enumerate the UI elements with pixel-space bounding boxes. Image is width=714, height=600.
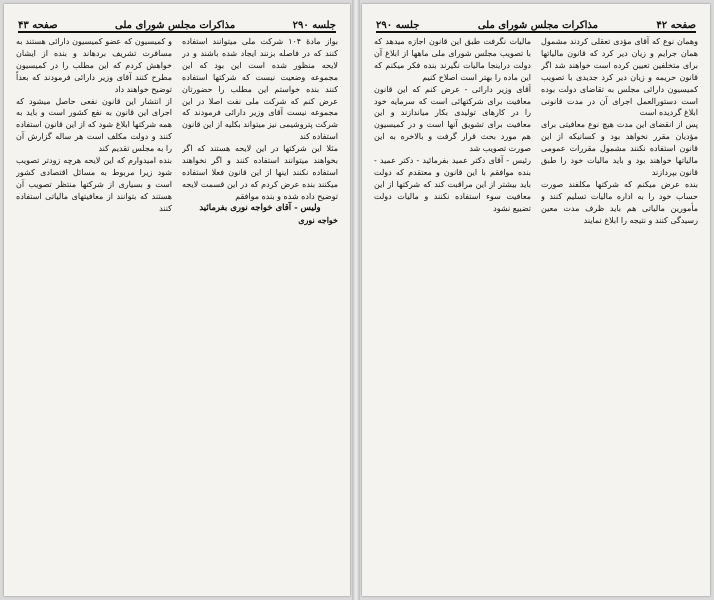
running-title: مذاکرات مجلس شورای ملی (477, 20, 598, 31)
page-body (374, 36, 698, 588)
right-page (362, 4, 710, 596)
page-header (18, 14, 336, 33)
page-number: صفحه ۴۲ (656, 20, 696, 31)
page-number: صفحه ۴۳ (18, 20, 58, 31)
paragraph: رئیس - آقای دکتر عمید بفرمائید - دکتر عمید - بنده موافقم با این قانون و معتقدم که دولت باید بیشتر از این مراقبت کند که شرکتها از این معافیت سوء استفاده نکنند و مالیات دولت تضییع نشود (374, 156, 531, 213)
paragraph: پس از انقضای این مدت هیچ نوع معافیتی برای مؤدیان مقرر نخواهد بود و کسانیکه از این قانون استفاده نکنند مشمول مقررات عمومی مالیاتها خواهند بود و باید مالیات خود را طبق قانون بپردازند (541, 120, 698, 177)
paragraph: آقای وزیر دارائی - عرض کنم که این قانون معافیت برای شرکتهائی است که سرمایه خود را در کارهای تولیدی بکار میاندازند و این معافیت برای تشویق آنها است و در کمیسیون هم مورد بحث قرار گرفت و بالاخره به این صورت تصویب شد (374, 84, 531, 154)
page-body (16, 36, 338, 588)
paragraph: از انتشار این قانون نفعی حاصل میشود که اجرای این قانون به نفع کشور است و باید به همه شرکتها ابلاغ شود که از این قانون استفاده کنند و دولت مکلف است هر ساله گزارش آن را به مجلس تقدیم کند (16, 96, 172, 154)
paragraph: بنده عرض میکنم که شرکتها مکلفند صورت حساب خود را به اداره مالیات تسلیم کنند و مأمورین مالیاتی هم باید ظرف مدت معین رسیدگی کنند و نتیجه را ابلاغ نمایند (541, 179, 698, 225)
section-heading: ولیس - آقای خواجه نوری بفرمائید (199, 202, 321, 213)
paragraph: وهمان نوع که آقای مؤدی تعقلی کردند مشمول همان جرایم و زیان دیر کرد که قانون مالیاتها برای متخلفین تعیین کرده است خواهند شد اگر قانون حریمه و زیان دیر کرد جدیدی با تصویب کمیسیون دارائی مجلس به تقاضای دولت بوده است دستورالعمل اجرای آن در مدت قانونی ابلاغ گردیده است (541, 37, 698, 118)
speaker-name: خواجه نوری (298, 214, 338, 225)
page-header (376, 14, 696, 33)
paragraph: و کمیسیون که عضو کمیسیون دارائی هستند به مسافرت تشریف بردهاند و بنده از ایشان خواهش کردم که این مطلب را در کمیسیون مطرح کنند آقای وزیر دارائی فرمودند که بعداً توضیح خواهند داد (16, 37, 172, 94)
paragraph: مثلا این شرکتها در این لایحه هستند که اگر بخواهند میتوانند استفاده کنند و اگر نخواهند استفاده نکنند اینها از این قانون فعلا استفاده میکنند بنده عرض کردم که در این قسمت لایحه توضیح داده شده و بنده موافقم (182, 144, 338, 201)
session-label: جلسه ۲۹۰ (292, 20, 336, 31)
paragraph: بنده امیدوارم که این لایحه هرچه زودتر تصویب شود زیرا مربوط به مسائل اقتصادی کشور است و بسیاری از شرکتها منتظر تصویب آن هستند که بتوانند از معافیتهای مالیاتی استفاده کنند (16, 156, 172, 213)
book-gutter (352, 0, 360, 600)
paragraph: مالیات نگرفت طبق این قانون اجازه میدهد که با تصویب مجلس شورای ملی ماهها از ابلاغ آن دولت دراینجا مالیات نگیرند بنده فکر میکنم که این ماده را بهتر است اصلاح کنیم (374, 37, 531, 82)
text-column-left (374, 36, 531, 588)
text-column-left (16, 36, 172, 588)
text-column-right (182, 36, 338, 588)
session-label: جلسه ۲۹۰ (376, 20, 420, 31)
text-column-right (541, 36, 698, 588)
running-title: مذاکرات مجلس شورای ملی (115, 20, 236, 31)
left-page (4, 4, 350, 596)
paragraph: بواز مادهٔ ۱۰۴ شرکت ملی میتوانند استفاده کنند که در فاصله بزنند ایجاد شده باشند و در لایحه منظور شده است این بود که این مجموعه وضعیت نیست که شرکتها استفاده کنند بنده خواستم این مطلب را حضورتان عرض کنم که شرکت ملی نفت اصلا در این مجموعه نیست آقای وزیر دارائی فرمودند که شرکت پتروشیمی نیز میتواند بکلیه از این قانون استفاده کند (182, 37, 338, 142)
